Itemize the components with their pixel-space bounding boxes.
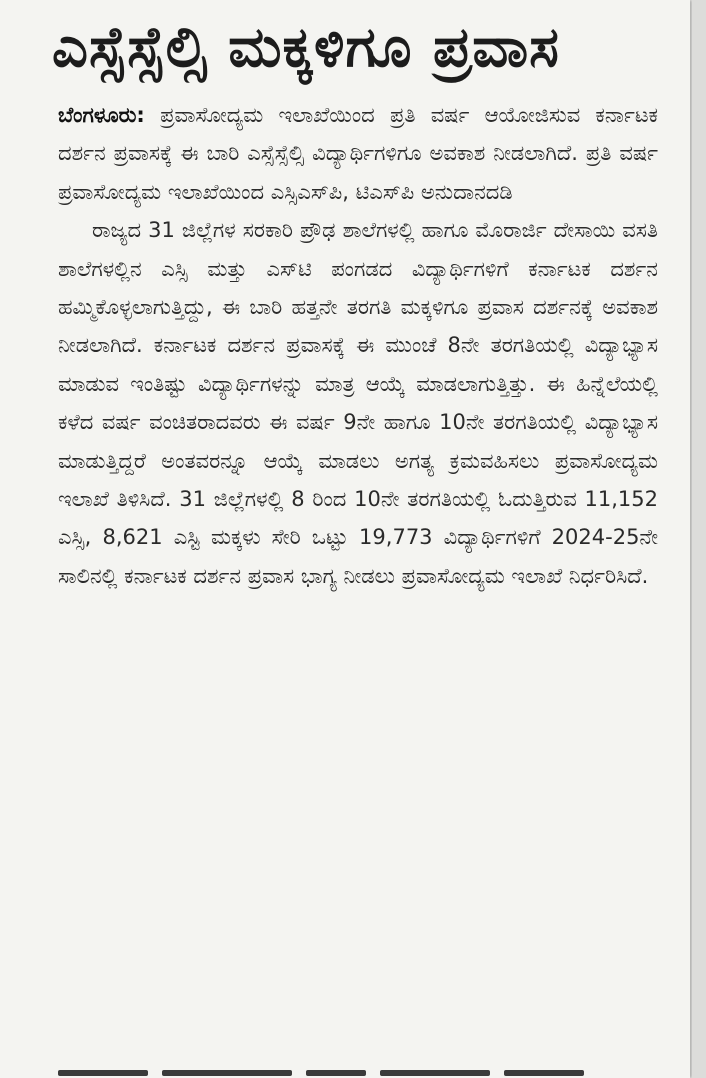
paragraph-2: ರಾಜ್ಯದ 31 ಜಿಲ್ಲೆಗಳ ಸರಕಾರಿ ಪ್ರೌಢ ಶಾಲೆಗಳಲ್ಲಿ ಹಾಗೂ ಮೊರಾರ್ಜಿ ದೇಸಾಯಿ ವಸತಿ ಶಾಲೆಗಳಲ್ಲಿನ ಎಸ್ಸಿ ಮತ್ತು ಎಸ್‌ಟಿ ಪಂಗಡದ ವಿದ್ಯಾರ್ಥಿಗಳಿಗೆ ಕರ್ನಾಟಕ ದರ್ಶನ ಹಮ್ಮಿಕೊಳ್ಳಲಾಗುತ್ತಿದ್ದು, ಈ ಬಾರಿ ಹತ್ತನೇ ತರಗತಿ ಮಕ್ಕಳಿಗೂ ಪ್ರವಾಸ ದರ್ಶನಕ್ಕೆ ಅವಕಾಶ ನೀಡಲಾಗಿದೆ. ಕರ್ನಾಟಕ ದರ್ಶನ ಪ್ರವಾಸಕ್ಕೆ ಈ ಮುಂಚೆ 8ನೇ ತರಗತಿಯಲ್ಲಿ ವಿದ್ಯಾಭ್ಯಾಸ ಮಾಡುವ ಇಂತಿಷ್ಟು ವಿದ್ಯಾರ್ಥಿಗಳನ್ನು ಮಾತ್ರ ಆಯ್ಕೆ ಮಾಡಲಾಗುತ್ತಿತ್ತು. ಈ ಹಿನ್ನೆಲೆಯಲ್ಲಿ ಕಳೆದ ವರ್ಷ ವಂಚಿತರಾದವರು ಈ ವರ್ಷ 9ನೇ ಹಾಗೂ 10ನೇ ತರಗತಿಯಲ್ಲಿ ವಿದ್ಯಾಭ್ಯಾಸ ಮಾಡುತ್ತಿದ್ದರೆ ಅಂತವರನ್ನೂ ಆಯ್ಕೆ ಮಾಡಲು ಅಗತ್ಯ ಕ್ರಮವಹಿಸಲು ಪ್ರವಾಸೋದ್ಯಮ ಇಲಾಖೆ ತಿಳಿಸಿದೆ. 31 ಜಿಲ್ಲೆಗಳಲ್ಲಿ 8 ರಿಂದ 10ನೇ ತರಗತಿಯಲ್ಲಿ ಓದುತ್ತಿರುವ 11,152 ಎಸ್ಸಿ, 8,621 ಎಸ್ಟಿ ಮಕ್ಕಳು ಸೇರಿ ಒಟ್ಟು 19,773 ವಿದ್ಯಾರ್ಥಿಗಳಿಗೆ 2024-25ನೇ ಸಾಲಿನಲ್ಲಿ ಕರ್ನಾಟಕ ದರ್ಶನ ಪ್ರವಾಸ ಭಾಗ್ಯ ನೀಡಲು ಪ್ರವಾಸೋದ್ಯಮ ಇಲಾಖೆ ನಿರ್ಧರಿಸಿದೆ. — [58, 218, 658, 588]
cut-off-next-line — [58, 1062, 658, 1078]
paragraph-1-text: ಪ್ರವಾಸೋದ್ಯಮ ಇಲಾಖೆಯಿಂದ ಪ್ರತಿ ವರ್ಷ ಆಯೋಜಿಸುವ ಕರ್ನಾಟಕ ದರ್ಶನ ಪ್ರವಾಸಕ್ಕೆ ಈ ಬಾರಿ ಎಸ್ಸೆಸ್ಸೆಲ್ಸಿ ವಿದ್ಯಾರ್ಥಿಗಳಿಗೂ ಅವಕಾಶ ನೀಡಲಾಗಿದೆ. ಪ್ರತಿ ವರ್ಷ ಪ್ರವಾಸೋದ್ಯಮ ಇಲಾಖೆಯಿಂದ ಎಸ್ಸಿಎಸ್‌ಪಿ, ಟಿಎಸ್‌ಪಿ ಅನುದಾನದಡಿ — [58, 103, 658, 204]
headline: ಎಸ್ಸೆಸ್ಸೆಲ್ಸಿ ಮಕ್ಕಳಿಗೂ ಪ್ರವಾಸ — [52, 15, 560, 80]
paragraph-1 — [58, 96, 658, 211]
article-body — [58, 96, 658, 595]
dateline: ಬೆಂಗಳೂರು: — [58, 103, 145, 127]
page-edge — [692, 0, 706, 1078]
